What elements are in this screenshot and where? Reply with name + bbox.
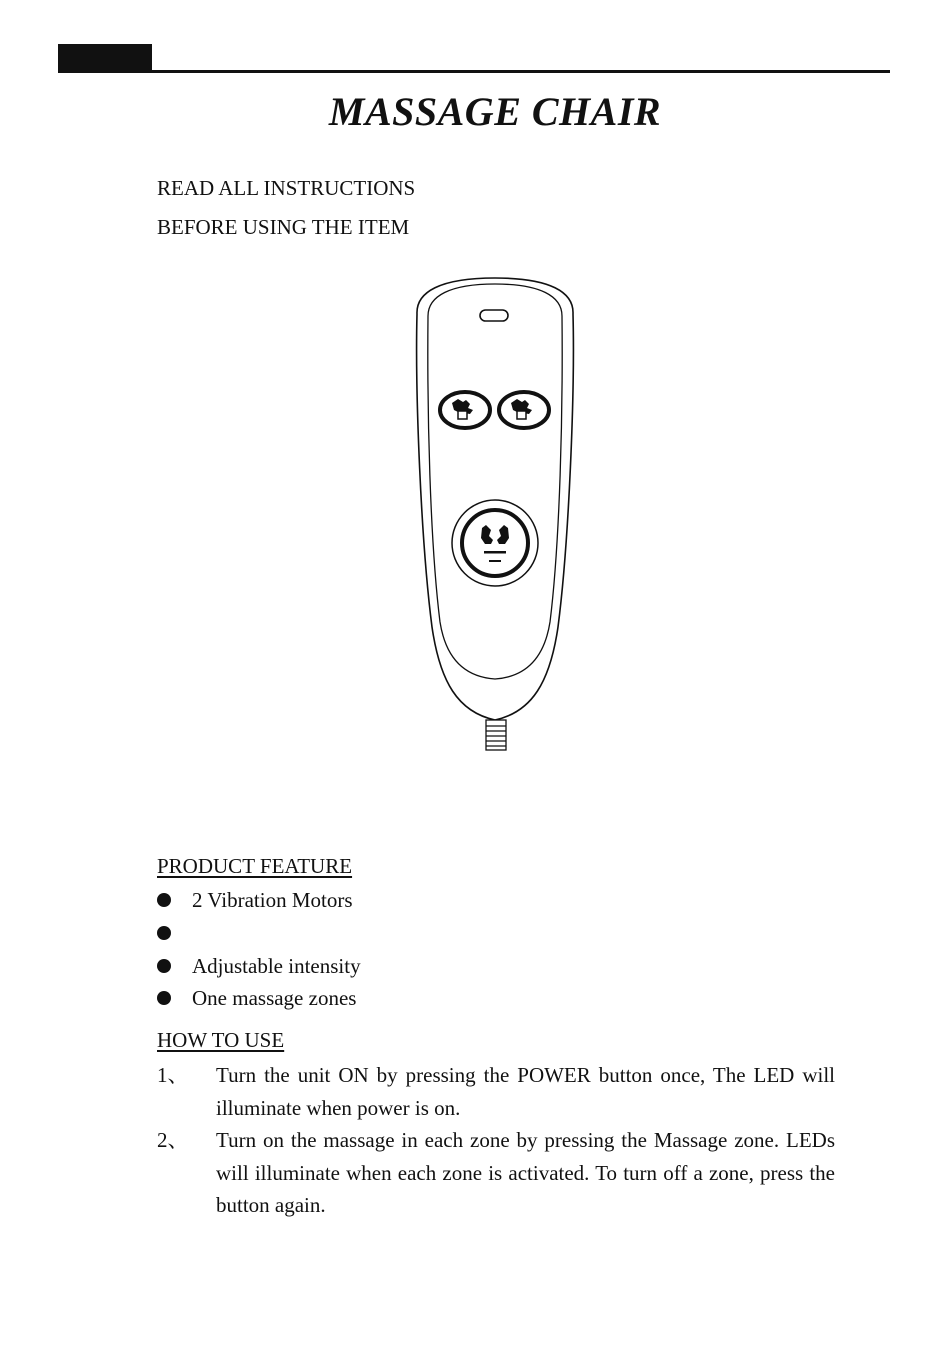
- feature-text: Adjustable intensity: [192, 953, 361, 978]
- feature-list: [157, 884, 361, 1015]
- zone-button-left: [440, 392, 490, 428]
- bullet-icon: [157, 893, 171, 907]
- header-rule: [58, 70, 890, 73]
- instruction-step-1: [157, 1059, 835, 1124]
- feature-item: [157, 884, 361, 917]
- bullet-icon: [157, 926, 171, 940]
- intro-line-2: BEFORE USING THE ITEM: [157, 215, 410, 239]
- power-button: [452, 500, 538, 586]
- led-indicator: [480, 310, 508, 321]
- feature-item: [157, 949, 361, 982]
- zone-button-right: [499, 392, 549, 428]
- bullet-icon: [157, 959, 171, 973]
- page-title: MASSAGE CHAIR: [328, 89, 662, 134]
- header-block: [58, 44, 152, 72]
- product-feature-heading: PRODUCT FEATURE: [157, 854, 353, 878]
- step-text: Turn on the massage in each zone by pressing the Massage zone. LEDs will illuminate when each zone is activated. To turn off a zone, press the button again.: [216, 1128, 835, 1217]
- remote-cable: [486, 720, 506, 750]
- remote-inner-outline: [428, 284, 562, 679]
- feature-item: [157, 917, 361, 950]
- feature-item: [157, 982, 361, 1015]
- step-text: Turn the unit ON by pressing the POWER button once, The LED will illuminate when power is on.: [216, 1063, 835, 1120]
- instruction-step-2: [157, 1124, 835, 1222]
- intro-line-1: READ ALL INSTRUCTIONS: [157, 176, 416, 200]
- how-to-use-heading: HOW TO USE: [157, 1028, 285, 1052]
- remote-body-outline: [417, 278, 574, 720]
- feature-text: 2 Vibration Motors: [192, 888, 353, 913]
- step-number: 2、: [157, 1128, 189, 1152]
- bullet-icon: [157, 991, 171, 1005]
- remote-control-illustration: [400, 272, 590, 762]
- feature-text: One massage zones: [192, 986, 357, 1011]
- step-number: 1、: [157, 1063, 189, 1087]
